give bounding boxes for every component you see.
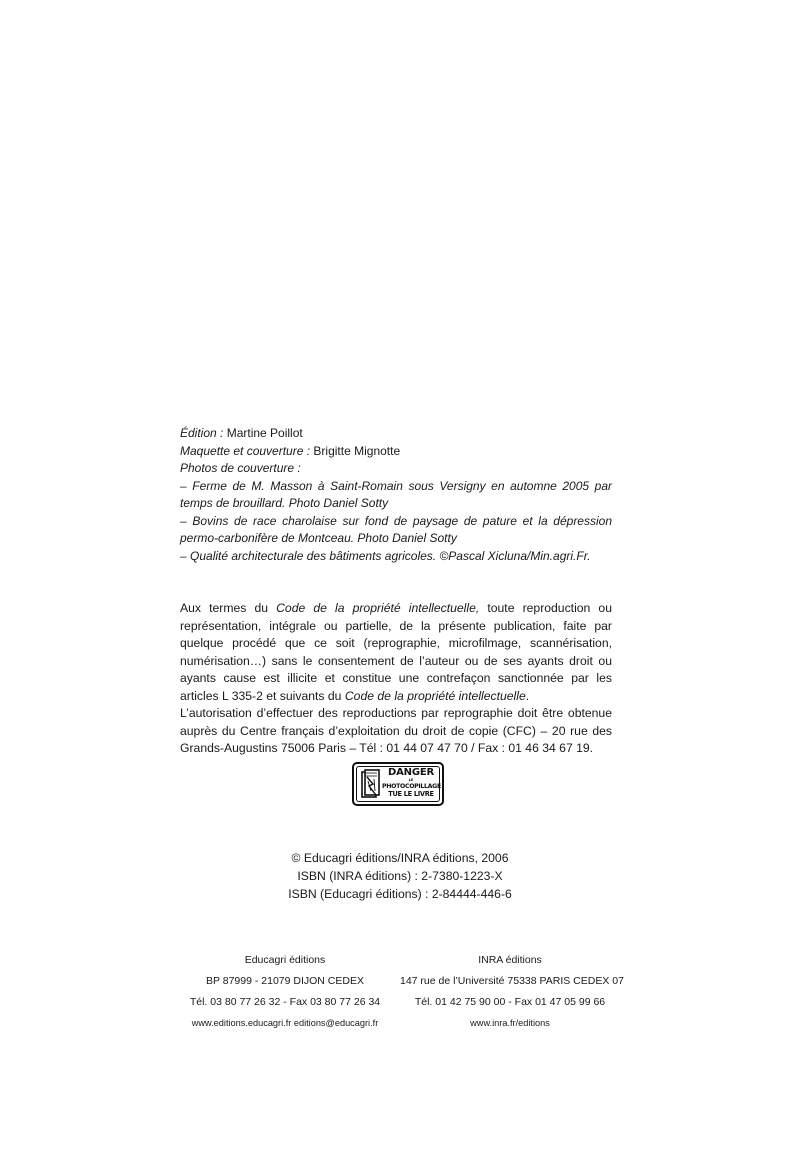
- educagri-name: Educagri éditions: [244, 954, 326, 966]
- isbn-educagri: ISBN (Educagri éditions) : 2-84444-446-6: [288, 887, 512, 901]
- danger-line-2: LE: [408, 778, 414, 782]
- educagri-phone: Tél. 03 80 77 26 32 - Fax 03 80 77 26 34: [189, 996, 381, 1008]
- legal-paragraph-1: [180, 600, 612, 705]
- isbn-inra: ISBN (INRA éditions) : 2-7380-1223-X: [297, 869, 503, 883]
- maquette-label: Maquette et couverture :: [180, 443, 311, 458]
- legal-p1-end: .: [525, 688, 530, 703]
- legal-paragraph-2: L’autorisation d’effectuer des reproductions par reprographie doit être obtenue auprès du Centre français d’exploitation du droit de copie (CFC) – 20 rue des Grands-Augustins 75006 Paris – Tél : 01 44 07 47 70 / Fax : 01 46 34 67 19.: [180, 706, 612, 755]
- edition-credit: [180, 425, 612, 443]
- copyright-block: [250, 849, 550, 903]
- publisher-educagri: [175, 950, 395, 1034]
- legal-p1-middle: toute reproduction ou représentation, intégrale ou partielle, de la présente publication, faite par quelque procédé que ce soit (reprographie, microfilmage, scannérisation, numérisation…) sans le consentement de l’auteur ou de ses ayants droit ou ayants cause est illicite et constitue une contrefaçon sanctionnée par les articles L 335-2 et suivants du: [180, 601, 612, 703]
- photo-credit-2: – Bovins de race charolaise sur fond de paysage de pature et la dépression permo-carbonifère de Montceau. Photo Daniel Sotty: [180, 513, 612, 545]
- inra-name: INRA éditions: [478, 954, 542, 966]
- credits-block: [180, 425, 612, 565]
- photo-credit-3: – Qualité architecturale des bâtiments agricoles. ©Pascal Xicluna/Min.agri.Fr.: [180, 548, 591, 563]
- legal-notice: [180, 600, 612, 758]
- danger-line-1: DANGER: [388, 767, 434, 778]
- inra-address: 147 rue de l’Université 75338 PARIS CEDEX 07: [400, 975, 624, 987]
- inra-phone: Tél. 01 42 75 90 00 - Fax 01 47 05 99 66: [414, 996, 606, 1008]
- danger-photocopillage-logo: [352, 762, 444, 806]
- photos-label: Photos de couverture :: [180, 461, 301, 475]
- legal-code-title-2: Code de la propriété intellectuelle: [344, 688, 526, 703]
- educagri-web: www.editions.educagri.fr editions@educagri.fr: [191, 1018, 379, 1028]
- maquette-credit: [180, 443, 612, 461]
- inra-web: www.inra.fr/editions: [470, 1018, 550, 1028]
- danger-logo-text: [382, 768, 440, 797]
- legal-p1-before: Aux termes du: [180, 601, 277, 615]
- edition-label: Édition :: [180, 426, 224, 440]
- broken-book-icon: [359, 769, 381, 801]
- photo-credit-1: – Ferme de M. Masson à Saint-Romain sous Versigny en automne 2005 par temps de brouillard. Photo Daniel Sotty: [180, 478, 612, 510]
- danger-line-4: TUE LE LIVRE: [388, 789, 434, 798]
- copyright-line: © Educagri éditions/INRA éditions, 2006: [291, 851, 509, 865]
- danger-line-3: PHOTOCOPILLAGE: [382, 782, 441, 790]
- educagri-address: BP 87999 - 21079 DIJON CEDEX: [206, 975, 364, 987]
- publisher-inra: [400, 950, 624, 1034]
- maquette-value: Brigitte Mignotte: [313, 443, 401, 458]
- edition-value: Martine Poillot: [226, 426, 303, 440]
- legal-code-title-1: Code de la propriété intellectuelle,: [276, 601, 480, 615]
